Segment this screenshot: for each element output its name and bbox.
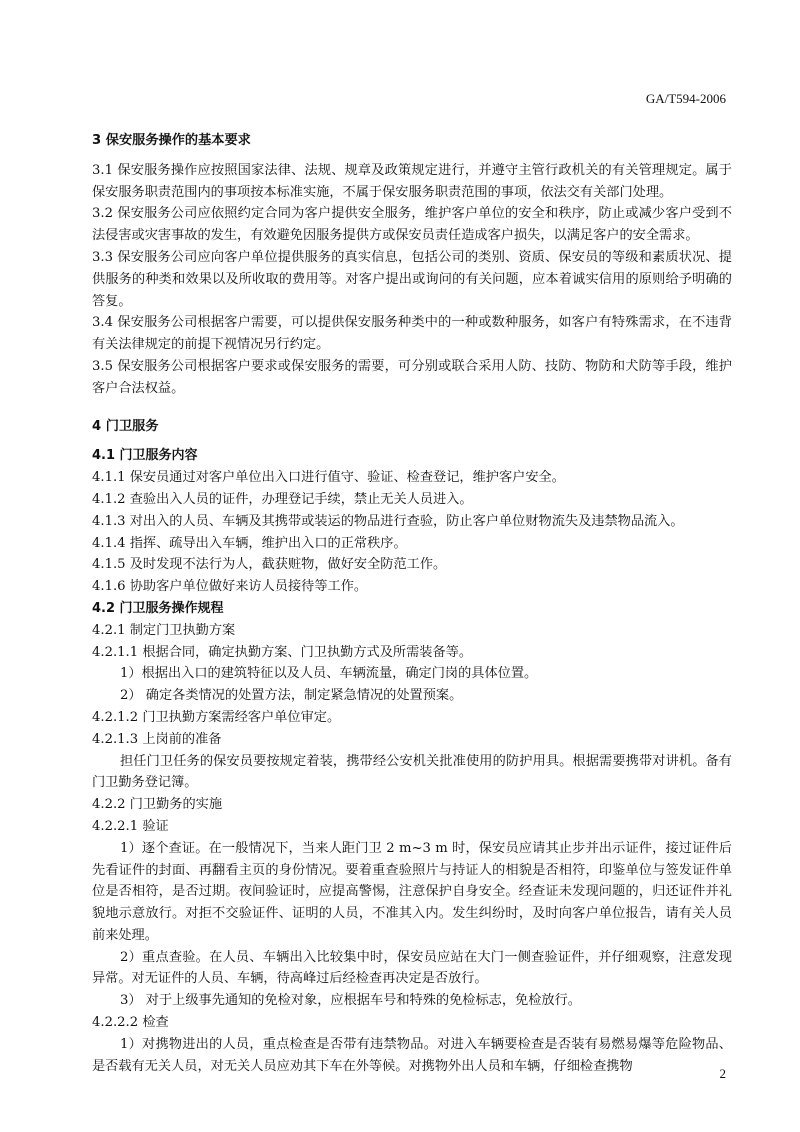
paragraph-verify-1: 1）逐个查证。在一般情况下，当来人距门卫 2 m~3 m 时，保安员应请其止步并出示证件，接过证件后先看证件的封面、再翻看主页的身份情况。要着重查验照片与持证人的相貌是否相符，印鉴单位与签发证件单位是否相符，是否过期。夜间验证时，应提高警惕，注意保护自身安全。经查证未发现问题的，归还证件并礼貌地示意放行。对拒不交验证件、证明的人员，不准其入内。发生纠纷时，及时向客户单位报告，请有关人员前来处理。 (92, 840, 732, 943)
list-item: 1）根据出入口的建筑特征以及人员、车辆流量，确定门岗的具体位置。 (120, 666, 538, 682)
clause-4-1-4: 4.1.4 指挥、疏导出入车辆，维护出入口的正常秩序。 (92, 535, 407, 551)
clause-4-2-1: 4.2.1 制定门卫执勤方案 (92, 622, 236, 638)
clause-4-1-3: 4.1.3 对出入的人员、车辆及其携带或装运的物品进行查验，防止客户单位财物流失及违禁物品流入。 (92, 513, 684, 529)
clause-4-1-2: 4.1.2 查验出入人员的证件，办理登记手续，禁止无关人员进入。 (92, 491, 473, 507)
section-4-2-heading: 4.2 门卫服务操作规程 (92, 600, 224, 616)
paragraph-verify-2: 2）重点查验。在人员、车辆出入比较集中时，保安员应站在大门一侧查验证件，并仔细观察，注意发现异常。对无证件的人员、车辆，待高峰过后经检查再决定是否放行。 (92, 949, 732, 987)
paragraph-inspect-1: 1）对携物进出的人员，重点检查是否带有违禁物品。对进入车辆要检查是否装有易燃易爆等危险物品、是否载有无关人员，对无关人员应劝其下车在外等候。对携物外出人员和车辆，仔细检查携物 (92, 1036, 732, 1074)
clause-3-1: 3.1 保安服务操作应按照国家法律、法规、规章及政策规定进行，并遵守主管行政机关的有关管理规定。属于保安服务职责范围内的事项按本标准实施，不属于保安服务职责范围的事项，依法交有关部门处理。 (92, 162, 732, 200)
clause-4-1-6: 4.1.6 协助客户单位做好来访人员接待等工作。 (92, 579, 368, 595)
paragraph-verify-3: 3） 对于上级事先通知的免检对象，应根据车号和特殊的免检标志，免检放行。 (120, 993, 581, 1009)
clause-4-2-1-3: 4.2.1.3 上岗前的准备 (92, 731, 222, 747)
document-body (92, 122, 732, 1077)
section-3-heading: 3 保安服务操作的基本要求 (92, 133, 251, 148)
clause-4-2-1-1: 4.2.1.1 根据合同，确定执勤方案、门卫执勤方式及所需装备等。 (92, 644, 473, 660)
clause-4-2-2-1: 4.2.2.1 验证 (92, 818, 169, 834)
page-number: 2 (719, 1066, 726, 1081)
section-4-heading: 4 门卫服务 (92, 418, 159, 434)
clause-3-2: 3.2 保安服务公司应依照约定合同为客户提供安全服务，维护客户单位的安全和秩序，防止或减少客户受到不法侵害或灾害事故的发生，有效避免因服务提供方或保安员责任造成客户损失，以满足客户的安全需求。 (92, 206, 732, 244)
paragraph-preparation: 担任门卫任务的保安员要按规定着装，携带经公安机关批准使用的防护用具。根据需要携带对讲机。备有门卫勤务登记簿。 (92, 753, 732, 791)
clause-4-1-5: 4.1.5 及时发现不法行为人，截获赃物，做好安全防范工作。 (92, 557, 447, 573)
clause-3-3: 3.3 保安服务公司应向客户单位提供服务的真实信息，包括公司的类别、资质、保安员的等级和素质状况、提供服务的种类和效果以及所收取的费用等。对客户提出或询问的有关问题，应本着诚实信用的原则给予明确的答复。 (92, 249, 732, 309)
section-4-1-heading: 4.1 门卫服务内容 (92, 448, 198, 464)
clause-3-4: 3.4 保安服务公司根据客户需要，可以提供保安服务种类中的一种或数种服务，如客户有特殊需求，在不违背有关法律规定的前提下视情况另行约定。 (92, 315, 732, 353)
clause-4-2-2-2: 4.2.2.2 检查 (92, 1015, 169, 1031)
clause-3-5: 3.5 保安服务公司根据客户要求或保安服务的需要，可分别或联合采用人防、技防、物防和犬防等手段，维护客户合法权益。 (92, 358, 732, 396)
standard-number: GA/T594-2006 (645, 91, 726, 106)
clause-4-2-1-2: 4.2.1.2 门卫执勤方案需经客户单位审定。 (92, 709, 341, 725)
clause-4-1-1: 4.1.1 保安员通过对客户单位出入口进行值守、验证、检查登记，维护客户安全。 (92, 470, 565, 486)
list-item: 2） 确定各类情况的处置方法，制定紧急情况的处置预案。 (120, 688, 463, 704)
clause-4-2-2: 4.2.2 门卫勤务的实施 (92, 797, 223, 813)
